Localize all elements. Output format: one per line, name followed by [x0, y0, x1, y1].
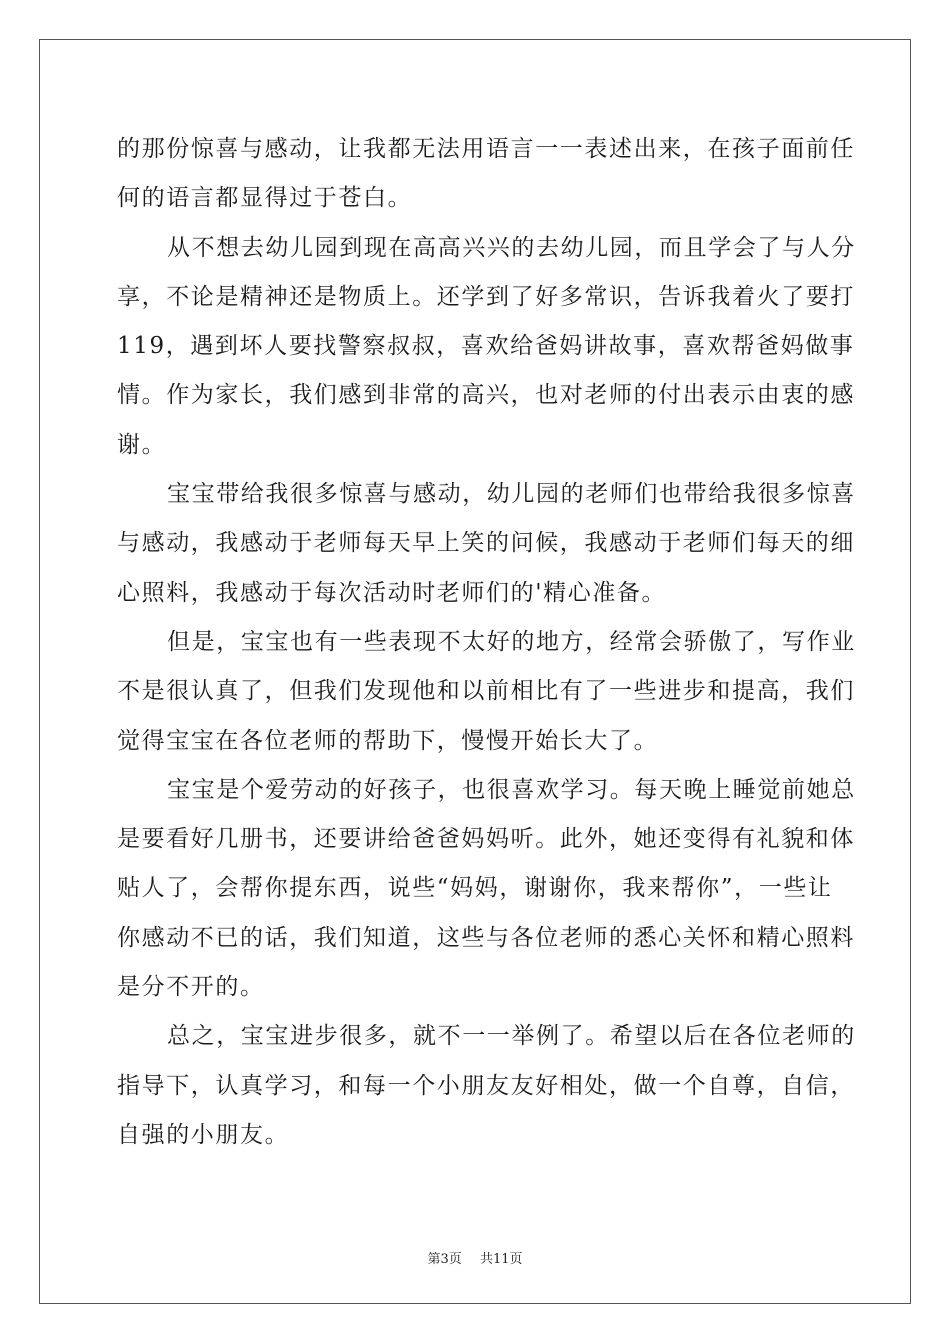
document-body	[117, 125, 856, 1160]
text-line: 总之，宝宝进步很多，就不一一举例了。希望以后在各位老师的	[167, 1023, 856, 1050]
text-line: 不是很认真了，但我们发现他和以前相比有了一些进步和提高，我们	[117, 678, 855, 705]
text-line: 但是，宝宝也有一些表现不太好的地方，经常会骄傲了，写作业	[167, 628, 856, 655]
text-line: 心照料，我感动于每次活动时老师们的'精心准备。	[117, 579, 667, 606]
text-line: 是分不开的。	[117, 974, 265, 1001]
text-line: 觉得宝宝在各位老师的帮助下，慢慢开始长大了。	[117, 727, 659, 754]
text-line: 谢。	[117, 431, 167, 458]
text-line: 指导下，认真学习，和每一个小朋友友好相处，做一个自尊，自信，	[117, 1072, 855, 1099]
text-line: 享，不论是精神还是物质上。还学到了好多常识，告诉我着火了要打	[117, 283, 855, 310]
text-line: 是要看好几册书，还要讲给爸爸妈妈听。此外，她还变得有礼貌和体	[117, 826, 855, 853]
text-line: 宝宝带给我很多惊喜与感动，幼儿园的老师们也带给我很多惊喜	[167, 481, 856, 508]
page-footer	[0, 1248, 950, 1267]
text-line: 从不想去幼儿园到现在高高兴兴的去幼儿园，而且学会了与人分	[167, 234, 856, 261]
text-line: 宝宝是个爱劳动的好孩子，也很喜欢学习。每天晚上睡觉前她总	[167, 776, 856, 803]
text-line: 何的语言都显得过于苍白。	[117, 185, 413, 212]
text-line: 你感动不已的话，我们知道，这些与各位老师的悉心关怀和精心照料	[117, 924, 855, 951]
text-line: 自强的小朋友。	[117, 1121, 290, 1148]
page-number-total: 共11页	[479, 1252, 523, 1267]
text-line: 与感动，我感动于老师每天早上笑的问候，我感动于老师们每天的细	[117, 530, 855, 557]
page-number-current: 第3页	[427, 1252, 462, 1267]
text-line: 情。作为家长，我们感到非常的高兴，也对老师的付出表示由衷的感	[117, 382, 855, 409]
text-line: 贴人了，会帮你提东西，说些“妈妈，谢谢你，我来帮你”，一些让	[117, 875, 833, 902]
text-line: 的那份惊喜与感动，让我都无法用语言一一表述出来，在孩子面前任	[117, 136, 855, 162]
text-line: 119，遇到坏人要找警察叔叔，喜欢给爸妈讲故事，喜欢帮爸妈做事	[117, 333, 855, 360]
